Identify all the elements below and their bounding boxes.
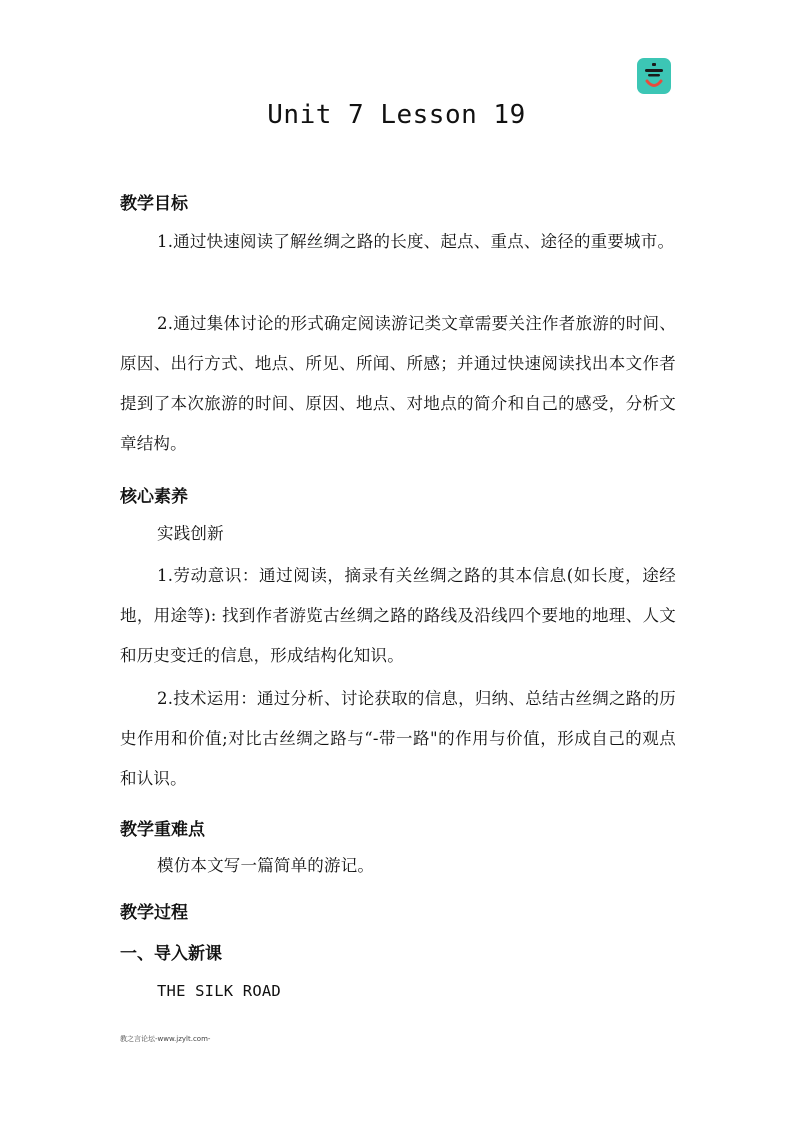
difficulty-heading: 教学重难点	[120, 820, 205, 840]
literacy-heading: 核心素养	[120, 487, 188, 507]
difficulty-paragraph-1: 模仿本文写一篇简单的游记。	[157, 856, 375, 875]
process-heading: 教学过程	[120, 903, 188, 923]
process-paragraph-1: THE SILK ROAD	[157, 982, 281, 1000]
jiaozhiyan-logo-icon	[637, 58, 671, 94]
literacy-paragraph-0: 实践创新	[157, 524, 224, 543]
process-sub-heading: 一、导入新课	[120, 944, 222, 964]
objectives-paragraph-1: 1.通过快速阅读了解丝绸之路的长度、起点、重点、途径的重要城市。	[157, 232, 675, 251]
footer-text: 教之言论坛-www.jzylt.com-	[120, 1035, 211, 1043]
objectives-heading: 教学目标	[120, 194, 188, 214]
literacy-paragraph-1: 1.劳动意识：通过阅读，摘录有关丝绸之路的其本信息(如长度，途经地，用途等): 找到作者游览古丝绸之路的路线及沿线四个要地的地理、人文和历史变迁的信息，形成结构化知识。	[120, 566, 676, 665]
objectives-paragraph-2: 2.通过集体讨论的形式确定阅读游记类文章需要关注作者旅游的时间、原因、出行方式、地点、所见、所闻、所感；并通过快速阅读找出本文作者提到了本次旅游的时间、原因、地点、对地点的简介和自己的感受，分析文章结构。	[120, 314, 676, 453]
literacy-paragraph-2: 2.技术运用：通过分析、讨论获取的信息，归纳、总结古丝绸之路的历史作用和价值;对比古丝绸之路与“-带一路"的作用与价值，形成自己的观点和认识。	[120, 689, 676, 788]
site-logo	[637, 58, 671, 94]
page-title: Unit 7 Lesson 19	[267, 100, 526, 130]
